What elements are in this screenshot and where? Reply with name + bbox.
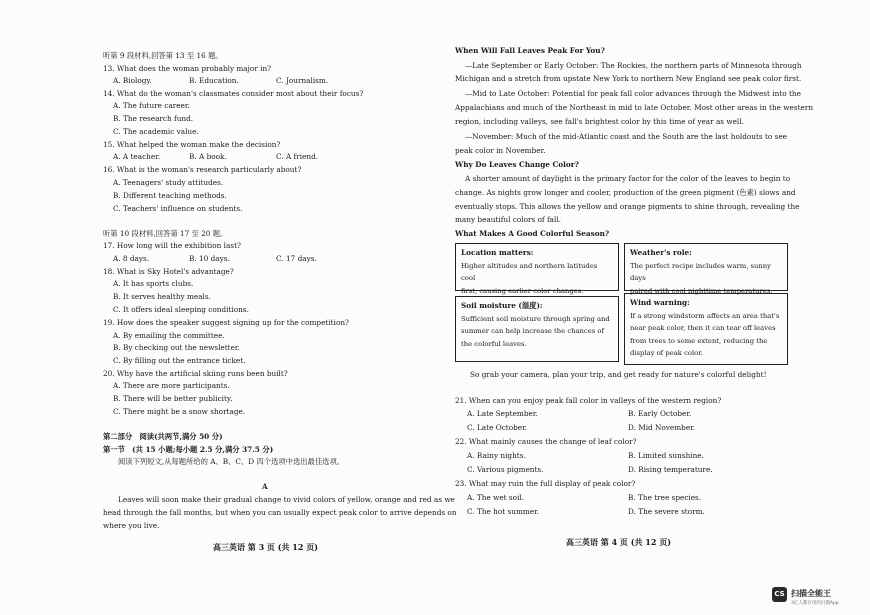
box-wind-line-3: from trees to some extent, reducing the: [630, 336, 768, 345]
box-wind-line-4: display of peak color.: [630, 349, 703, 357]
scanner-watermark: [772, 587, 862, 611]
q22-stem: 22. What mainly causes the change of leaf color?: [455, 437, 637, 446]
q13-option-a: A. Biology.: [113, 76, 152, 85]
q15-option-c: C. A friend.: [276, 152, 319, 161]
box-weather-line-2: paired with cool nighttime temperatures.: [630, 286, 773, 295]
q17-stem: 17. How long will the exhibition last?: [103, 241, 241, 250]
box-soil-line-1: Sufficient soil moisture through spring and: [461, 314, 610, 323]
reading-instruction: 阅读下列短文,从每题所给的 A、B、C、D 四个选项中选出最佳选项。: [118, 457, 345, 466]
q23-stem: 23. What may ruin the full display of peak color?: [455, 479, 636, 488]
right-page: [435, 0, 870, 615]
passage-line-2: head through the fall months, but when you can usually expect peak color to arrive depends on: [103, 508, 457, 517]
box-weather-line-1: The perfect recipe includes warm, sunny days: [630, 261, 772, 282]
box-location-line-1: Higher altitudes and northern latitudes cool: [461, 261, 598, 282]
p2-line-3: region, including valleys, see fall's brightest color by this time of year as well.: [455, 117, 744, 126]
box-weather-role: [624, 243, 788, 295]
q16-stem: 16. What is the woman's research particularly about?: [103, 165, 302, 174]
q17-option-b: B. 10 days.: [189, 254, 230, 263]
passage-line-1: Leaves will soon make their gradual change to vivid colors of yellow, orange and red as we: [118, 495, 455, 504]
p3-line-2: peak color in November.: [455, 146, 546, 155]
q13-stem: 13. What does the woman probably major in?: [103, 64, 272, 73]
p3-line-1: —November: Much of the mid-Atlantic coast and the South are the last holdouts to see: [465, 132, 787, 141]
q19-stem: 19. How does the speaker suggest signing up for the competition?: [103, 318, 349, 327]
q23-option-b: B. The tree species.: [628, 493, 702, 502]
q21-option-c: C. Late October.: [467, 423, 528, 432]
box-location-line-2: first, causing earlier color changes.: [461, 286, 584, 295]
q16-option-a: A. Teenagers' study attitudes.: [113, 178, 224, 187]
watermark-name: 扫描全能王: [791, 589, 831, 598]
q18-option-a: A. It has sports clubs.: [113, 279, 194, 288]
q20-option-c: C. There might be a snow shortage.: [113, 407, 246, 416]
box-weather-title: Weather's role:: [630, 248, 692, 257]
q19-option-b: B. By checking out the newsletter.: [113, 343, 240, 352]
q22-option-a: A. Rainy nights.: [467, 451, 526, 460]
section1-title: 第一节 (共 15 小题;每小题 2.5 分,满分 37.5 分): [103, 445, 274, 454]
box-location-matters: [455, 243, 619, 295]
page-footer-4: 高三英语 第 4 页 (共 12 页): [566, 537, 671, 547]
section10-intro: 听第 10 段材料,回答第 17 至 20 题。: [103, 229, 228, 238]
q13-option-c: C. Journalism.: [276, 76, 329, 85]
p4-line-2: change. As nights grow longer and cooler, production of the green pigment (色素) slows and: [455, 188, 796, 197]
q17-option-a: A. 8 days.: [113, 254, 150, 263]
q15-stem: 15. What helped the woman make the decision?: [103, 140, 281, 149]
p4-line-1: A shorter amount of daylight is the primary factor for the color of the leaves to begin to: [465, 174, 791, 183]
q22-option-c: C. Various pigments.: [467, 465, 544, 474]
q14-option-b: B. The research fund.: [113, 114, 194, 123]
part2-title: 第二部分 阅读(共两节,满分 50 分): [103, 432, 223, 441]
heading-when-peak: When Will Fall Leaves Peak For You?: [455, 46, 605, 55]
box-wind-line-2: near peak color, then it can tear off leaves: [630, 324, 776, 332]
box-wind-warning: [624, 293, 788, 365]
box-wind-line-1: If a strong windstorm affects an area that's: [630, 311, 780, 320]
heading-why-change: Why Do Leaves Change Color?: [455, 160, 579, 169]
q14-option-a: A. The future career.: [113, 101, 190, 110]
q23-option-d: D. The severe storm.: [628, 507, 705, 516]
p4-line-4: many beautiful colors of fall.: [455, 215, 561, 224]
q22-option-d: D. Rising temperature.: [628, 465, 713, 474]
box-wind-title: Wind warning:: [630, 298, 690, 307]
page-footer-3: 高三英语 第 3 页 (共 12 页): [213, 542, 318, 552]
q18-option-c: C. It offers ideal sleeping conditions.: [113, 305, 249, 314]
q19-option-c: C. By filling out the entrance ticket.: [113, 356, 246, 365]
q18-option-b: B. It serves healthy meals.: [113, 292, 211, 301]
q14-option-c: C. The academic value.: [113, 127, 199, 136]
p2-line-2: Appalachians and much of the Northeast in mid to late October. Most other areas in the western: [455, 103, 814, 112]
q21-stem: 21. When can you enjoy peak fall color in valleys of the western region?: [455, 396, 722, 405]
q21-option-d: D. Mid November.: [628, 423, 696, 432]
q21-option-b: B. Early October.: [628, 409, 692, 418]
q19-option-a: A. By emailing the committee.: [113, 331, 225, 340]
q15-option-a: A. A teacher.: [113, 152, 161, 161]
heading-good-season: What Makes A Good Colorful Season?: [455, 229, 610, 238]
q18-stem: 18. What is Sky Hotel's advantage?: [103, 267, 234, 276]
camscanner-logo-icon: CS: [772, 587, 787, 602]
q15-option-b: B. A book.: [189, 152, 227, 161]
q16-option-c: C. Teachers' influence on students.: [113, 204, 243, 213]
closing-line: So grab your camera, plan your trip, and get ready for nature's colorful delight!: [470, 370, 767, 379]
q20-option-a: A. There are more participants.: [113, 381, 230, 390]
q20-option-b: B. There will be better publicity.: [113, 394, 233, 403]
p1-line-1: —Late September or Early October: The Rockies, the northern parts of Minnesota through: [465, 61, 802, 70]
passage-line-3: where you live.: [103, 521, 160, 530]
q22-option-b: B. Limited sunshine.: [628, 451, 704, 460]
q23-option-a: A. The wet soil.: [467, 493, 525, 502]
box-soil-line-2: summer can help increase the chances of: [461, 327, 605, 335]
q23-option-c: C. The hot summer.: [467, 507, 540, 516]
box-location-title: Location matters:: [461, 248, 534, 257]
box-soil-moisture: [455, 296, 619, 362]
q13-option-b: B. Education.: [189, 76, 239, 85]
box-soil-line-3: the colorful leaves.: [461, 339, 527, 348]
section9-intro: 听第 9 段材料,回答第 13 至 16 题。: [103, 51, 223, 60]
q14-stem: 14. What do the woman's classmates consider most about their focus?: [103, 89, 364, 98]
p4-line-3: eventually stops. This allows the yellow and orange pigments to shine through, revealing the: [455, 202, 800, 211]
q20-stem: 20. Why have the artificial skiing runs been built?: [103, 369, 288, 378]
watermark-tagline: 3亿人都在用的扫描App: [791, 601, 839, 606]
q21-option-a: A. Late September.: [467, 409, 538, 418]
p1-line-2: Michigan and a stretch from upstate New York to northern New England see peak color first.: [455, 74, 802, 83]
passage-letter: A: [262, 482, 268, 491]
p2-line-1: —Mid to Late October: Potential for peak fall color advances through the Midwest into the: [465, 89, 801, 98]
q16-option-b: B. Different teaching methods.: [113, 191, 227, 200]
box-soil-title: Soil moisture (湿度):: [461, 301, 543, 310]
q17-option-c: C. 17 days.: [276, 254, 317, 263]
